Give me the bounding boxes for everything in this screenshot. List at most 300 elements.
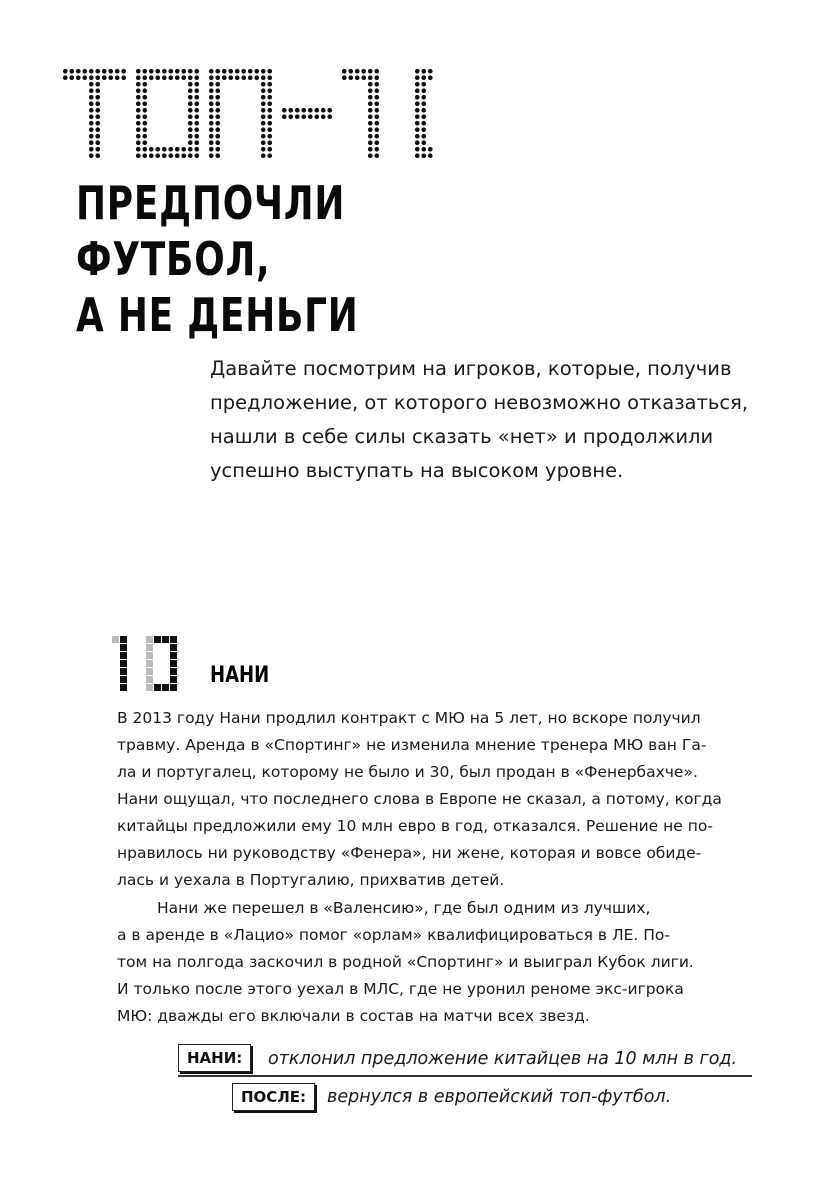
- title-dot: [348, 69, 353, 74]
- number-block: [170, 644, 177, 651]
- title-dot: [188, 127, 193, 132]
- title-dot: [261, 95, 266, 100]
- title-dot: [181, 69, 186, 74]
- title-dot: [181, 147, 186, 152]
- title-dot: [194, 88, 199, 93]
- title-dot: [175, 153, 180, 158]
- title-dot: [368, 134, 373, 139]
- title-dot: [209, 75, 214, 80]
- title-dot: [314, 108, 319, 113]
- title-dot: [215, 82, 220, 87]
- number-block: [170, 636, 177, 643]
- title-dot: [267, 147, 272, 152]
- text-line: лась и уехала в Португалию, прихватив детей.: [117, 871, 505, 889]
- title-dot: [142, 140, 147, 145]
- title-dot: [267, 82, 272, 87]
- title-dot: [361, 69, 366, 74]
- title-dot: [89, 88, 94, 93]
- title-dot: [261, 108, 266, 113]
- text-line: И только после этого уехал в МЛС, где не уронил реноме экс-игрока: [117, 980, 684, 998]
- title-dot: [261, 88, 266, 93]
- title-dot: [415, 69, 420, 74]
- title-dot: [415, 147, 420, 152]
- title-dot: [374, 127, 379, 132]
- title-dot: [415, 121, 420, 126]
- title-dot: [76, 75, 81, 80]
- title-dot: [63, 69, 68, 74]
- title-dot: [121, 69, 126, 74]
- title-dot: [142, 114, 147, 119]
- title-dot: [267, 88, 272, 93]
- title-dot: [428, 153, 433, 158]
- title-dot: [162, 147, 167, 152]
- title-dot: [421, 140, 426, 145]
- title-dot: [194, 82, 199, 87]
- title-dot: [428, 69, 433, 74]
- title-dot: [288, 108, 293, 113]
- title-dot: [155, 69, 160, 74]
- title-dot: [95, 121, 100, 126]
- title-dot: [142, 101, 147, 106]
- title-dot: [194, 140, 199, 145]
- title-dot: [215, 127, 220, 132]
- title-dot: [136, 82, 141, 87]
- title-dot: [89, 153, 94, 158]
- title-dot: [235, 75, 240, 80]
- title-dot: [89, 114, 94, 119]
- title-dot: [374, 114, 379, 119]
- title-dot: [95, 108, 100, 113]
- title-dot: [142, 69, 147, 74]
- title-dot: [295, 108, 300, 113]
- text-line: МЮ: дважды его включали в состав на матчи всех звезд.: [117, 1007, 590, 1025]
- title-dot: [261, 121, 266, 126]
- title-dot: [188, 121, 193, 126]
- title-dot: [209, 88, 214, 93]
- title-dot: [374, 147, 379, 152]
- title-dot: [69, 75, 74, 80]
- title-dot: [368, 108, 373, 113]
- title-dot: [342, 69, 347, 74]
- title-dot: [228, 69, 233, 74]
- title-dot: [188, 95, 193, 100]
- title-dot: [142, 121, 147, 126]
- title-dot: [368, 140, 373, 145]
- title-dot: [95, 114, 100, 119]
- title-dot: [63, 75, 68, 80]
- top10-dotted-title: [62, 68, 434, 160]
- title-dot: [215, 75, 220, 80]
- text-line: китайцы предложили ему 10 млн евро в год, отказался. Решение не по-: [117, 817, 713, 835]
- intro-line: предложение, от которого невозможно отказаться,: [210, 391, 749, 414]
- title-dot: [261, 127, 266, 132]
- title-dot: [95, 95, 100, 100]
- title-dot: [142, 147, 147, 152]
- number-block: [146, 644, 153, 651]
- title-dot: [415, 82, 420, 87]
- title-dot: [421, 114, 426, 119]
- title-dot: [415, 140, 420, 145]
- title-dot: [361, 75, 366, 80]
- title-dot: [215, 88, 220, 93]
- title-dot: [295, 114, 300, 119]
- text-line: том на полгода заскочил в родной «Спортинг» и выиграл Кубок лиги.: [117, 953, 694, 971]
- title-dot: [261, 134, 266, 139]
- title-dot: [254, 75, 259, 80]
- title-dot: [188, 75, 193, 80]
- title-dot: [194, 114, 199, 119]
- title-dot: [168, 153, 173, 158]
- number-block: [170, 660, 177, 667]
- after-label: ПОСЛЕ:: [232, 1083, 315, 1111]
- title-dot: [282, 108, 287, 113]
- title-dot: [155, 147, 160, 152]
- title-dot: [254, 69, 259, 74]
- headline-line-1: ПРЕДПОЧЛИ: [76, 176, 346, 230]
- title-dot: [175, 147, 180, 152]
- title-dot: [415, 134, 420, 139]
- title-dot: [69, 69, 74, 74]
- title-dot: [89, 121, 94, 126]
- title-dot: [374, 82, 379, 87]
- title-dot: [95, 134, 100, 139]
- title-dot: [301, 114, 306, 119]
- title-dot: [194, 147, 199, 152]
- title-dot: [267, 127, 272, 132]
- title-dot: [267, 121, 272, 126]
- title-dot: [267, 134, 272, 139]
- title-dot: [267, 95, 272, 100]
- title-dot: [136, 147, 141, 152]
- title-dot: [415, 127, 420, 132]
- number-block: [154, 636, 161, 643]
- title-dot: [368, 127, 373, 132]
- title-dot: [95, 69, 100, 74]
- title-dot: [136, 140, 141, 145]
- title-dot: [95, 140, 100, 145]
- title-dot: [76, 69, 81, 74]
- title-dot: [261, 147, 266, 152]
- title-dot: [261, 140, 266, 145]
- title-dot: [355, 69, 360, 74]
- before-text: отклонил предложение китайцев на 10 млн в год.: [268, 1049, 738, 1069]
- title-dot: [168, 75, 173, 80]
- title-dot: [342, 75, 347, 80]
- number-block: [120, 684, 127, 691]
- title-dot: [95, 153, 100, 158]
- title-dot: [267, 101, 272, 106]
- text-line: Нани ощущал, что последнего слова в Европе не сказал, а потому, когда: [117, 790, 722, 808]
- title-dot: [194, 101, 199, 106]
- title-dot: [115, 75, 120, 80]
- title-dot: [89, 140, 94, 145]
- title-dot: [248, 69, 253, 74]
- title-dot: [209, 95, 214, 100]
- title-dot: [368, 101, 373, 106]
- number-block: [120, 652, 127, 659]
- title-dot: [95, 82, 100, 87]
- title-dot: [267, 75, 272, 80]
- title-dot: [222, 75, 227, 80]
- title-dot: [215, 134, 220, 139]
- title-dot: [308, 114, 313, 119]
- number-block: [170, 652, 177, 659]
- title-dot: [155, 153, 160, 158]
- title-dot: [261, 114, 266, 119]
- number-block: [162, 636, 169, 643]
- title-dot: [327, 108, 332, 113]
- title-dot: [149, 69, 154, 74]
- title-dot: [235, 69, 240, 74]
- title-dot: [142, 75, 147, 80]
- title-dot: [95, 127, 100, 132]
- title-dot: [215, 140, 220, 145]
- title-dot: [181, 75, 186, 80]
- number-block: [146, 660, 153, 667]
- title-dot: [374, 108, 379, 113]
- title-dot: [421, 95, 426, 100]
- number-block: [154, 684, 161, 691]
- title-dot: [261, 101, 266, 106]
- title-dot: [89, 127, 94, 132]
- number-block: [170, 676, 177, 683]
- text-line: травму. Аренда в «Спортинг» не изменила мнение тренера МЮ ван Га-: [117, 736, 707, 754]
- title-dot: [188, 108, 193, 113]
- title-dot: [136, 108, 141, 113]
- title-dot: [428, 75, 433, 80]
- title-dot: [374, 75, 379, 80]
- title-dot: [267, 153, 272, 158]
- number-block: [146, 668, 153, 675]
- title-dot: [308, 108, 313, 113]
- title-dot: [215, 95, 220, 100]
- title-dot: [209, 140, 214, 145]
- title-dot: [136, 95, 141, 100]
- text-line: а в аренде в «Лацио» помог «орлам» квалифицироваться в ЛЕ. По-: [117, 926, 670, 944]
- title-dot: [415, 101, 420, 106]
- headline-line-2: ФУТБОЛ,: [76, 232, 271, 286]
- title-dot: [115, 69, 120, 74]
- section-title: НАНИ: [210, 663, 270, 688]
- title-dot: [415, 114, 420, 119]
- title-dot: [89, 69, 94, 74]
- title-dot: [188, 101, 193, 106]
- title-dot: [301, 108, 306, 113]
- title-dot: [421, 153, 426, 158]
- title-dot: [175, 75, 180, 80]
- intro-line: успешно выступать на высоком уровне.: [210, 459, 624, 482]
- title-dot: [261, 75, 266, 80]
- title-dot: [314, 114, 319, 119]
- title-dot: [209, 153, 214, 158]
- title-dot: [188, 153, 193, 158]
- title-dot: [142, 82, 147, 87]
- title-dot: [194, 69, 199, 74]
- title-dot: [102, 69, 107, 74]
- title-dot: [121, 75, 126, 80]
- title-dot: [374, 121, 379, 126]
- title-dot: [89, 134, 94, 139]
- title-dot: [261, 153, 266, 158]
- title-dot: [142, 95, 147, 100]
- title-dot: [241, 69, 246, 74]
- title-dot: [136, 101, 141, 106]
- title-dot: [108, 69, 113, 74]
- title-dot: [136, 153, 141, 158]
- title-dot: [194, 153, 199, 158]
- title-dot: [282, 114, 287, 119]
- title-dot: [89, 95, 94, 100]
- title-dot: [368, 69, 373, 74]
- title-dot: [374, 140, 379, 145]
- title-dot: [188, 82, 193, 87]
- title-dot: [374, 134, 379, 139]
- title-dot: [188, 114, 193, 119]
- summary-divider: [178, 1075, 752, 1077]
- title-dot: [89, 147, 94, 152]
- after-text: вернулся в европейский топ-футбол.: [327, 1087, 672, 1107]
- title-dot: [188, 134, 193, 139]
- title-dot: [267, 140, 272, 145]
- text-line: нравилось ни руководству «Фенера», ни жене, которая и вовсе обиде-: [117, 844, 702, 862]
- title-dot: [82, 69, 87, 74]
- title-dot: [136, 127, 141, 132]
- title-dot: [142, 88, 147, 93]
- title-dot: [428, 147, 433, 152]
- title-dot: [149, 75, 154, 80]
- number-block: [146, 676, 153, 683]
- title-dot: [348, 75, 353, 80]
- number-block: [120, 644, 127, 651]
- title-dot: [89, 108, 94, 113]
- title-dot: [209, 101, 214, 106]
- before-label: НАНИ:: [178, 1044, 251, 1072]
- title-dot: [415, 153, 420, 158]
- title-dot: [215, 114, 220, 119]
- title-dot: [194, 95, 199, 100]
- title-dot: [288, 114, 293, 119]
- title-dot: [136, 69, 141, 74]
- title-dot: [374, 88, 379, 93]
- title-dot: [421, 108, 426, 113]
- text-line: В 2013 году Нани продлил контракт с МЮ на 5 лет, но вскоре получил: [117, 709, 701, 727]
- title-dot: [136, 114, 141, 119]
- title-dot: [209, 82, 214, 87]
- title-dot: [368, 153, 373, 158]
- title-dot: [368, 121, 373, 126]
- title-dot: [89, 101, 94, 106]
- title-dot: [194, 121, 199, 126]
- title-dot: [267, 114, 272, 119]
- intro-line: Давайте посмотрим на игроков, которые, получив: [210, 357, 732, 380]
- title-dot: [368, 95, 373, 100]
- title-dot: [421, 134, 426, 139]
- paragraph-2: [117, 895, 719, 1030]
- title-dot: [421, 147, 426, 152]
- title-dot: [415, 88, 420, 93]
- number-block: [120, 668, 127, 675]
- title-dot: [149, 153, 154, 158]
- text-line: ла и португалец, которому не было и 30, был продан в «Фенербахче».: [117, 763, 698, 781]
- title-dot: [368, 114, 373, 119]
- title-dot: [175, 69, 180, 74]
- number-block: [146, 652, 153, 659]
- title-dot: [421, 82, 426, 87]
- number-block: [112, 636, 119, 643]
- title-dot: [215, 153, 220, 158]
- title-dot: [267, 108, 272, 113]
- title-dot: [267, 69, 272, 74]
- title-dot: [142, 134, 147, 139]
- title-dot: [215, 108, 220, 113]
- title-dot: [162, 69, 167, 74]
- title-dot: [89, 82, 94, 87]
- number-block: [170, 668, 177, 675]
- title-dot: [241, 75, 246, 80]
- section-number-10: [112, 636, 196, 692]
- number-block: [120, 676, 127, 683]
- intro-paragraph: [210, 352, 770, 488]
- title-dot: [168, 147, 173, 152]
- title-dot: [82, 75, 87, 80]
- title-dot: [209, 147, 214, 152]
- title-dot: [209, 127, 214, 132]
- title-dot: [194, 75, 199, 80]
- number-block: [170, 684, 177, 691]
- number-block: [120, 660, 127, 667]
- number-block: [162, 684, 169, 691]
- title-dot: [142, 108, 147, 113]
- title-dot: [228, 75, 233, 80]
- title-dot: [188, 69, 193, 74]
- title-dot: [327, 114, 332, 119]
- title-dot: [321, 108, 326, 113]
- headline-line-3: А НЕ ДЕНЬГИ: [76, 288, 359, 342]
- title-dot: [368, 147, 373, 152]
- title-dot: [368, 75, 373, 80]
- title-dot: [415, 75, 420, 80]
- title-dot: [209, 108, 214, 113]
- title-dot: [368, 82, 373, 87]
- title-dot: [215, 121, 220, 126]
- title-dot: [374, 153, 379, 158]
- title-dot: [162, 153, 167, 158]
- title-dot: [136, 134, 141, 139]
- title-dot: [95, 101, 100, 106]
- number-block: [146, 684, 153, 691]
- title-dot: [209, 121, 214, 126]
- number-block: [120, 636, 127, 643]
- paragraph-1: [117, 705, 722, 894]
- text-line: Нани же перешел в «Валенсию», где был одним из лучших,: [157, 899, 651, 917]
- title-dot: [95, 147, 100, 152]
- title-dot: [209, 114, 214, 119]
- title-dot: [194, 127, 199, 132]
- title-dot: [168, 69, 173, 74]
- title-dot: [181, 153, 186, 158]
- title-dot: [374, 101, 379, 106]
- title-dot: [374, 69, 379, 74]
- title-dot: [155, 75, 160, 80]
- number-block: [146, 636, 153, 643]
- title-dot: [248, 75, 253, 80]
- title-dot: [415, 108, 420, 113]
- title-dot: [108, 75, 113, 80]
- title-dot: [162, 75, 167, 80]
- title-dot: [321, 114, 326, 119]
- title-dot: [222, 69, 227, 74]
- title-dot: [136, 88, 141, 93]
